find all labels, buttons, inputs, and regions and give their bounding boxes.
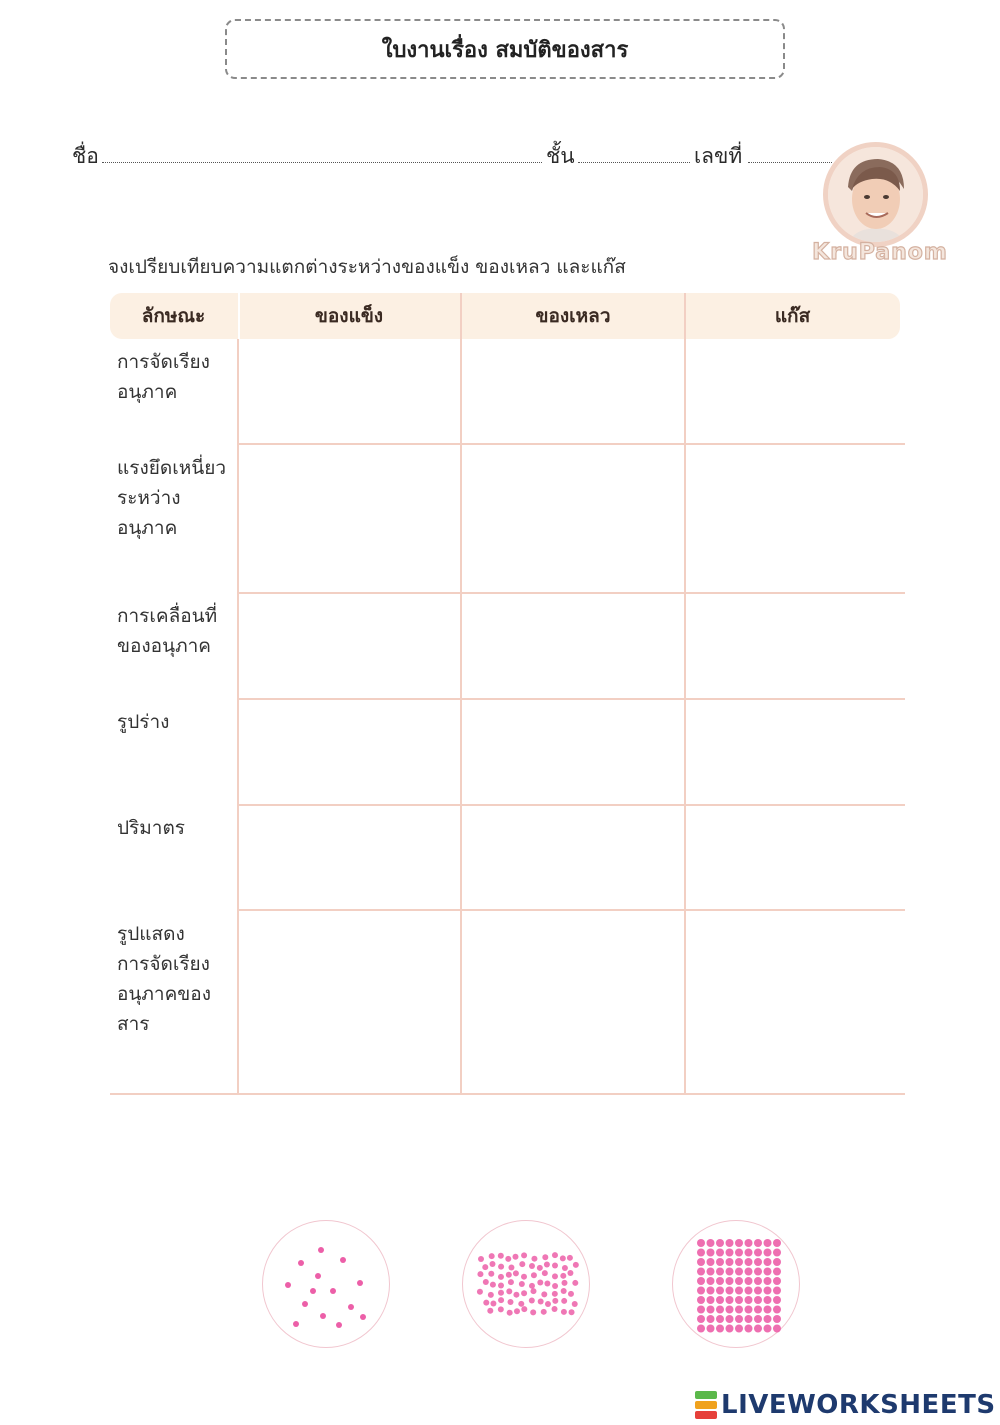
row-label-movement: การเคลื่อนที่ ของอนุภาค (117, 605, 218, 657)
instruction-text: จงเปรียบเทียบความแตกต่างระหว่างของแข็ง ของเหลว และแก๊ส (108, 256, 626, 278)
name-label: ชื่อ (72, 144, 99, 168)
column-divider (460, 293, 462, 1094)
gas-particles-icon (263, 1221, 391, 1349)
worksheet-title-text: ใบงานเรื่อง สมบัติของสาร (381, 37, 629, 63)
worksheet-title (225, 19, 785, 79)
row-divider (237, 443, 905, 445)
header-gas: แก๊ส (774, 305, 811, 327)
liveworksheets-text: LIVEWORKSHEETS (721, 1390, 996, 1420)
gas-particles-image[interactable] (262, 1220, 390, 1348)
liquid-particles-icon (463, 1221, 591, 1349)
class-label: ชั้น (546, 144, 575, 168)
brand-logo: KruPanom (812, 240, 948, 265)
row-label-volume: ปริมาตร (117, 817, 186, 839)
name-field[interactable] (102, 162, 542, 163)
row-label-shape: รูปร่าง (117, 711, 170, 733)
liveworksheets-badge-icon (695, 1391, 717, 1419)
teacher-avatar (823, 142, 928, 247)
row-divider (237, 698, 905, 700)
header-solid: ของแข็ง (314, 305, 384, 327)
row-divider (237, 592, 905, 594)
number-label: เลขที่ (694, 144, 743, 168)
column-divider (237, 339, 239, 1094)
row-divider (237, 909, 905, 911)
class-field[interactable] (578, 162, 690, 163)
row-divider (237, 804, 905, 806)
row-label-attraction: แรงยึดเหนี่ยว ระหว่าง อนุภาค (117, 457, 227, 539)
header-characteristic: ลักษณะ (141, 305, 206, 327)
student-info-line (72, 140, 832, 170)
row-label-diagram: รูปแสดง การจัดเรียง อนุภาคของ สาร (117, 923, 211, 1035)
header-divider (238, 293, 240, 339)
table-bottom-line (110, 1093, 905, 1095)
liquid-particles-image[interactable] (462, 1220, 590, 1348)
row-label-arrangement: การจัดเรียง อนุภาค (117, 351, 210, 403)
header-liquid: ของเหลว (535, 305, 611, 327)
number-field[interactable] (748, 162, 832, 163)
liveworksheets-logo (695, 1388, 996, 1422)
teacher-face-icon (828, 147, 923, 242)
solid-particles-icon (673, 1221, 801, 1349)
solid-particles-image[interactable] (672, 1220, 800, 1348)
column-divider (684, 293, 686, 1094)
